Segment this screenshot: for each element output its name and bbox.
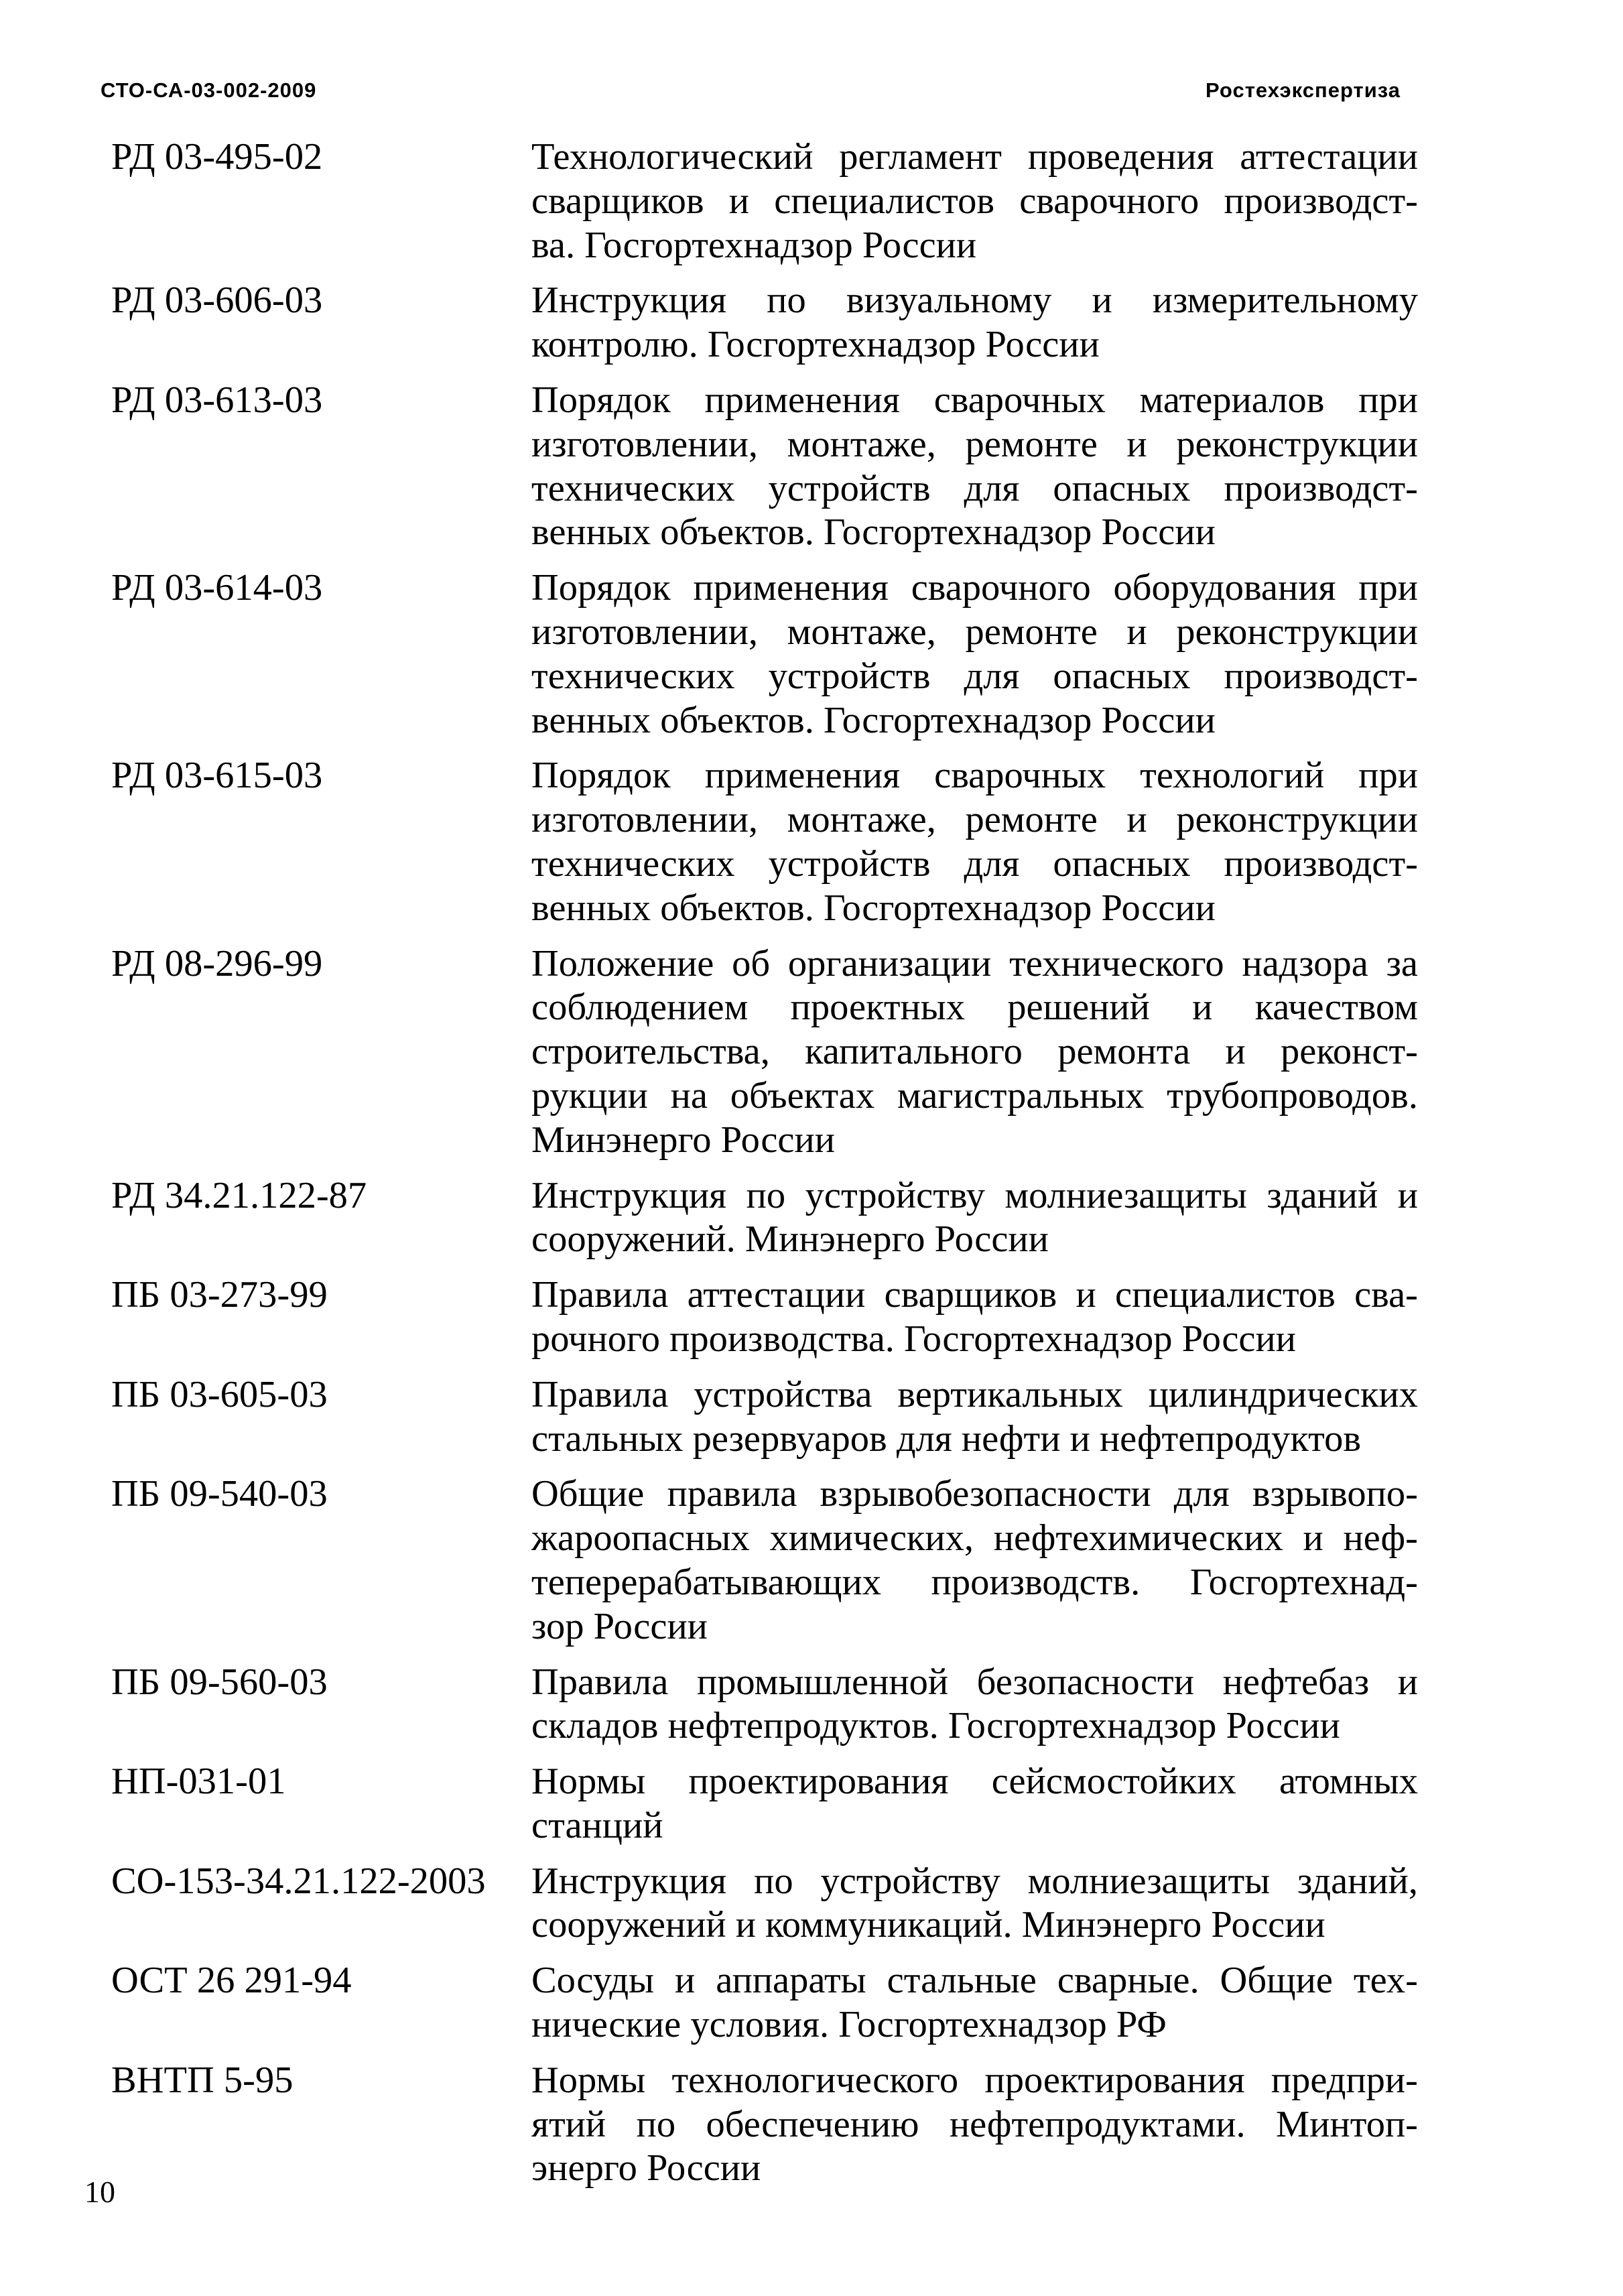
- reference-title: [531, 1760, 1418, 1848]
- reference-title: [531, 942, 1418, 1163]
- reference-title-line: венных объектов. Госгортехнадзор России: [531, 511, 1216, 554]
- reference-title-line: складов нефтепродуктов. Госгортехнадзор России: [531, 1705, 1340, 1747]
- reference-title: [531, 1661, 1418, 1749]
- reference-title-line: Правила устройства вертикальных цилиндрических: [531, 1373, 1418, 1415]
- reference-title-line: жароопасных химических, нефтехимических и неф-: [531, 1517, 1418, 1559]
- reference-title-line: Инструкция по устройству молниезащиты зданий и: [531, 1174, 1418, 1216]
- reference-title-line: теперерабатывающих производств. Госгортехнад-: [531, 1561, 1418, 1603]
- reference-title-line: сооружений и коммуникаций. Минэнерго России: [531, 1904, 1325, 1946]
- reference-code: ОСТ 26 291-94: [111, 1960, 352, 2002]
- reference-code: РД 03-606-03: [111, 279, 323, 322]
- reference-title-line: нические условия. Госгортехнадзор РФ: [531, 2004, 1167, 2046]
- reference-title-line: Правила аттестации сварщиков и специалистов сва-: [531, 1274, 1418, 1316]
- reference-title-line: контролю. Госгортехнадзор России: [531, 324, 1100, 366]
- reference-code: РД 34.21.122-87: [111, 1174, 367, 1216]
- reference-title-line: Инструкция по визуальному и измерительному: [531, 279, 1418, 322]
- reference-title-line: энерго России: [531, 2147, 761, 2189]
- reference-title-line: Порядок применения сварочных технологий при: [531, 755, 1418, 797]
- reference-code: РД 03-615-03: [111, 755, 323, 797]
- reference-title-line: Нормы технологического проектирования предпри-: [531, 2059, 1418, 2101]
- reference-title-line: строительства, капитального ремонта и реконст-: [531, 1031, 1418, 1073]
- reference-title: [531, 1472, 1418, 1649]
- reference-title-line: Порядок применения сварочного оборудования при: [531, 567, 1418, 609]
- reference-title: [531, 1273, 1418, 1362]
- reference-title: [531, 1174, 1418, 1263]
- reference-code: РД 03-614-03: [111, 567, 323, 609]
- reference-row: [111, 135, 1418, 267]
- reference-row: [111, 279, 1418, 367]
- reference-code: НП-031-01: [111, 1761, 286, 1803]
- reference-code: РД 03-613-03: [111, 379, 323, 421]
- header-organization: Ростехэкспертиза: [1206, 78, 1401, 102]
- reference-title-line: технических устройств для опасных производст-: [531, 842, 1418, 885]
- reference-title-line: Минэнерго России: [531, 1119, 835, 1161]
- reference-code: СО-153-34.21.122-2003: [111, 1860, 486, 1902]
- reference-title-line: Правила промышленной безопасности нефтебаз и: [531, 1661, 1418, 1703]
- reference-title: [531, 135, 1418, 267]
- reference-title: [531, 1860, 1418, 1948]
- header-doc-code: СТО-СА-03-002-2009: [101, 78, 317, 102]
- reference-title-line: технических устройств для опасных производст-: [531, 467, 1418, 509]
- reference-title-line: зор России: [531, 1605, 708, 1647]
- reference-title-line: рочного производства. Госгортехнадзор России: [531, 1318, 1296, 1360]
- reference-code: ПБ 09-560-03: [111, 1661, 328, 1703]
- reference-row: [111, 379, 1418, 555]
- reference-title-line: технических устройств для опасных производст-: [531, 655, 1418, 697]
- reference-title-line: сварщиков и специалистов сварочного производст-: [531, 180, 1418, 222]
- reference-row: [111, 942, 1418, 1163]
- reference-title-line: соблюдением проектных решений и качеством: [531, 986, 1418, 1029]
- reference-title-line: сооружений. Минэнерго России: [531, 1218, 1049, 1261]
- reference-row: [111, 1760, 1418, 1848]
- reference-title: [531, 754, 1418, 930]
- reference-row: [111, 1959, 1418, 2047]
- page-number: 10: [84, 2175, 115, 2209]
- reference-title-line: Положение об организации технического надзора за: [531, 942, 1418, 984]
- reference-title-line: венных объектов. Госгортехнадзор России: [531, 699, 1216, 741]
- reference-title: [531, 2059, 1418, 2191]
- reference-title: [531, 566, 1418, 743]
- reference-row: [111, 1273, 1418, 1362]
- reference-title-line: венных объектов. Госгортехнадзор России: [531, 887, 1216, 929]
- reference-row: [111, 566, 1418, 743]
- reference-row: [111, 2059, 1418, 2191]
- reference-row: [111, 1174, 1418, 1263]
- reference-title: [531, 1373, 1418, 1462]
- reference-row: [111, 1661, 1418, 1749]
- reference-title-line: изготовлении, монтаже, ремонте и реконструкции: [531, 611, 1418, 653]
- reference-title-line: рукции на объектах магистральных трубопроводов.: [531, 1074, 1418, 1117]
- reference-title-line: Порядок применения сварочных материалов при: [531, 379, 1418, 421]
- reference-code: РД 03-495-02: [111, 136, 323, 178]
- reference-code: ПБ 03-605-03: [111, 1373, 328, 1415]
- reference-title-line: станций: [531, 1804, 663, 1846]
- reference-title-line: ва. Госгортехнадзор России: [531, 224, 977, 266]
- reference-title-line: Сосуды и аппараты стальные сварные. Общие тех-: [531, 1960, 1418, 2002]
- reference-title-line: Нормы проектирования сейсмостойких атомных: [531, 1761, 1418, 1803]
- references-list: [111, 135, 1418, 2202]
- reference-code: ПБ 09-540-03: [111, 1473, 328, 1515]
- reference-title-line: Технологический регламент проведения аттестации: [531, 136, 1418, 178]
- page-header: [101, 75, 1401, 106]
- reference-title: [531, 379, 1418, 555]
- reference-code: ПБ 03-273-99: [111, 1274, 328, 1316]
- reference-row: [111, 754, 1418, 930]
- reference-title-line: Инструкция по устройству молниезащиты зданий,: [531, 1860, 1418, 1902]
- reference-code: РД 08-296-99: [111, 942, 323, 984]
- reference-title-line: Общие правила взрывобезопасности для взрывопо-: [531, 1473, 1418, 1515]
- reference-row: [111, 1860, 1418, 1948]
- reference-title-line: изготовлении, монтаже, ремонте и реконструкции: [531, 423, 1418, 465]
- reference-title-line: стальных резервуаров для нефти и нефтепродуктов: [531, 1417, 1362, 1460]
- reference-title: [531, 279, 1418, 367]
- reference-title-line: изготовлении, монтаже, ремонте и реконструкции: [531, 799, 1418, 841]
- reference-row: [111, 1472, 1418, 1649]
- reference-title: [531, 1959, 1418, 2047]
- reference-code: ВНТП 5-95: [111, 2059, 294, 2101]
- reference-title-line: ятий по обеспечению нефтепродуктами. Минтоп-: [531, 2103, 1418, 2145]
- reference-row: [111, 1373, 1418, 1462]
